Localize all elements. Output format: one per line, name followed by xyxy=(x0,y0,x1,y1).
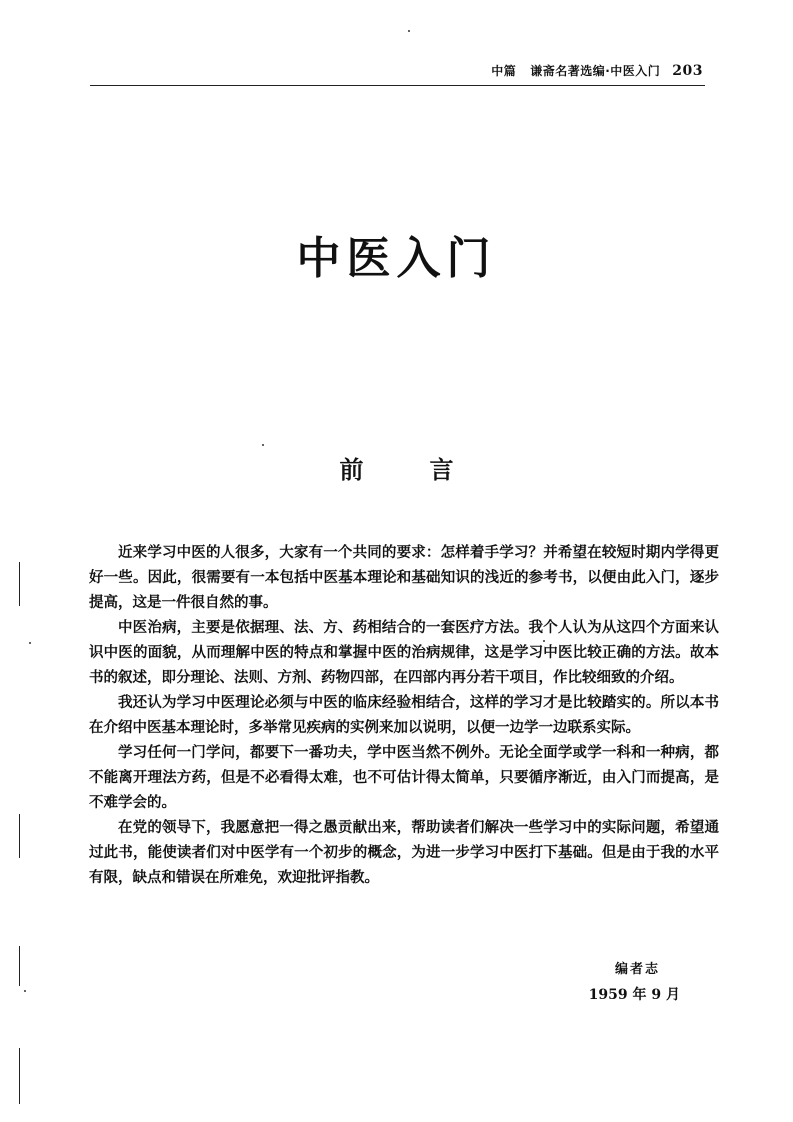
paragraph: 学习任何一门学问，都要下一番功夫，学中医当然不例外。无论全面学或学一科和一种病，都不能离开理法方药，但是不必看得太难，也不可估计得太简单，只要循序渐近，由入门而提高，是不难学会的。 xyxy=(89,744,719,811)
book-title: 中医入门 xyxy=(296,233,497,284)
scan-speck xyxy=(24,990,26,992)
section-title xyxy=(0,450,793,485)
scan-speck xyxy=(262,444,264,446)
scan-speck xyxy=(29,642,31,644)
header-part: 中篇 xyxy=(491,64,517,78)
date-line: 1959 年 9 月 xyxy=(588,987,680,1003)
page-number: 203 xyxy=(672,63,703,79)
header-rule xyxy=(90,85,705,86)
header-series: 谦斋名著选编·中医入门 xyxy=(530,64,661,78)
paragraph: 在党的领导下，我愿意把一得之愚贡献出来，帮助读者们解决一些学习中的实际问题，希望通过此书，能使读者们对中医学有一个初步的概念，为进一步学习中医打下基础。但是由于我的水平有限，缺点和错误在所难免，欢迎批评指教。 xyxy=(89,819,719,886)
section-title-char-2: 言 xyxy=(429,455,454,484)
section-title-char-1: 前 xyxy=(339,455,364,484)
scan-mark xyxy=(19,1048,20,1104)
scan-mark xyxy=(19,946,20,986)
running-header-text xyxy=(491,62,703,79)
scan-speck xyxy=(408,30,410,32)
scan-mark xyxy=(19,814,20,858)
paragraph: 近来学习中医的人很多，大家有一个共同的要求：怎样着手学习？并希望在较短时期内学得更好一些。因此，很需要有一本包括中医基本理论和基础知识的浅近的参考书，以便由此入门，逐步提高，这是一件很自然的事。 xyxy=(89,544,719,611)
paragraph: 我还认为学习中医理论必须与中医的临床经验相结合，这样的学习才是比较踏实的。所以本书在介绍中医基本理论时，多举常见疾病的实例来加以说明，以便一边学一边联系实际。 xyxy=(89,694,719,736)
preface-body xyxy=(89,540,719,890)
signature: 编者志 xyxy=(614,962,660,977)
scan-mark xyxy=(19,562,20,606)
scan-speck xyxy=(543,640,545,642)
running-header xyxy=(0,0,793,90)
paragraph: 中医治病，主要是依据理、法、方、药相结合的一套医疗方法。我个人认为从这四个方面来认识中医的面貌，从而理解中医的特点和掌握中医的治病规律，这是学习中医比较正确的方法。故本书的叙述，即分理论、法则、方剂、药物四部，在四部内再分若干项目，作比较细致的介绍。 xyxy=(89,619,719,686)
